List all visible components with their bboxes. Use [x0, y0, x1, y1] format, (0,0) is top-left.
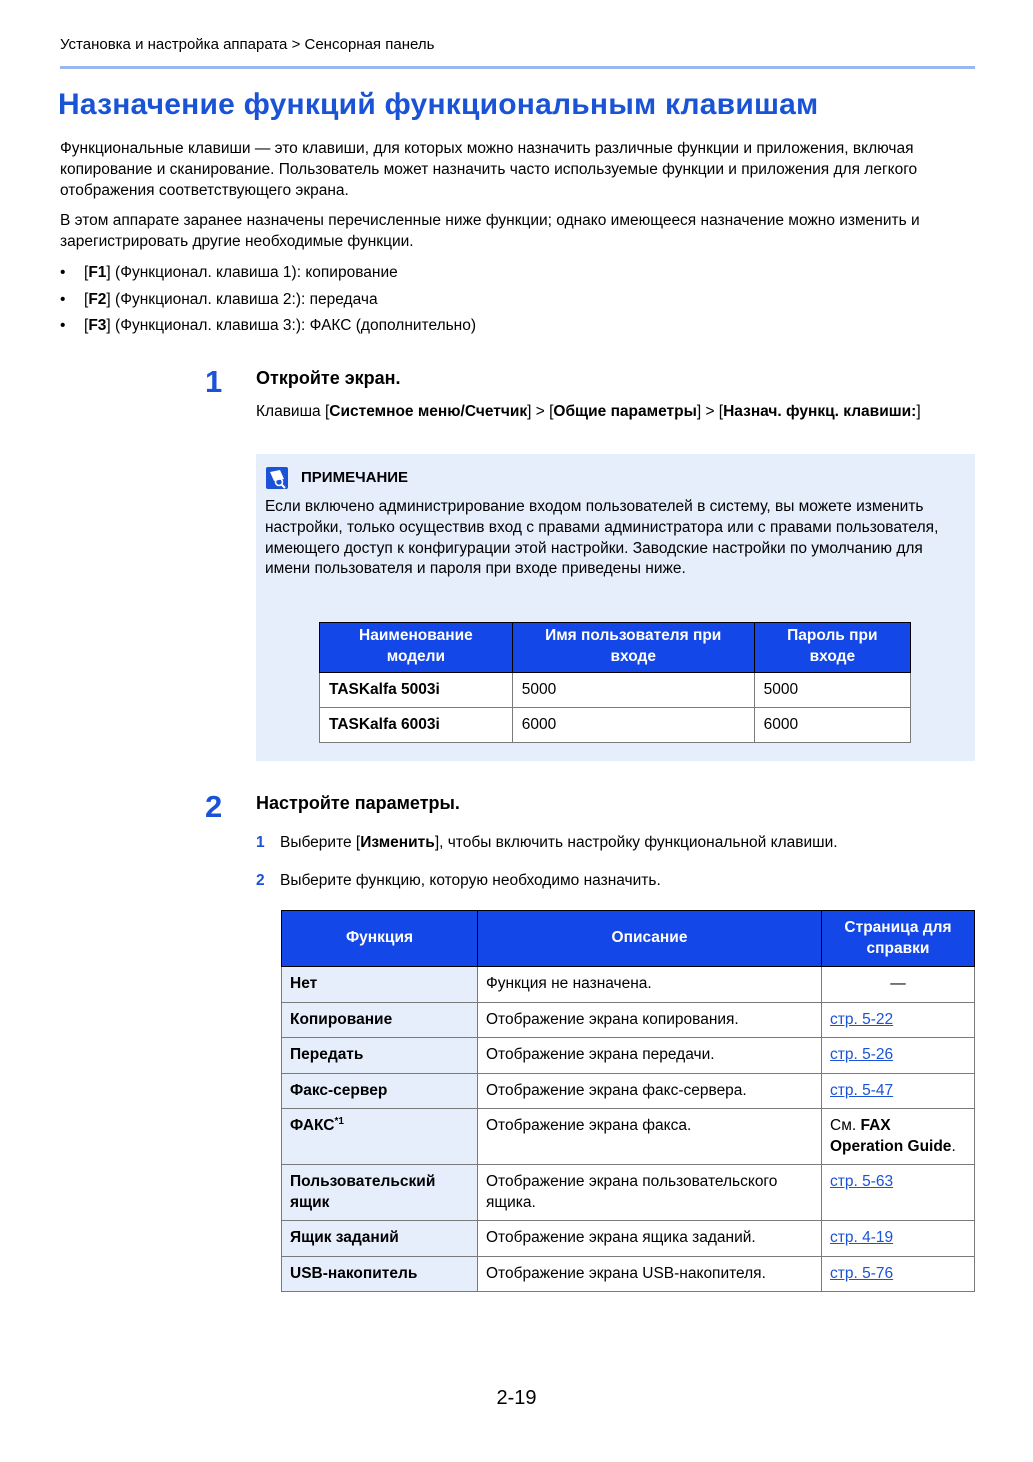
function-name: Факс-сервер — [282, 1073, 478, 1109]
table-row — [320, 673, 911, 708]
intro-paragraph-1: Функциональные клавиши — это клавиши, для которых можно назначить различные функции и приложения, включая копирование и сканирование. Пользователь может назначить часто используемые функции и приложения для легкого отображения соответствующего экрана. — [60, 140, 918, 199]
column-header: Функция — [282, 911, 478, 967]
table-row — [282, 1221, 975, 1257]
reference-cell — [822, 1256, 975, 1292]
table-header-row — [282, 911, 975, 967]
page-reference-link[interactable]: стр. 5-63 — [830, 1173, 894, 1190]
table-cell: TASKalfa 6003i — [320, 708, 513, 743]
step-1-menu-path: Клавиша [Системное меню/Счетчик] > [Общие параметры] > [Назнач. функц. клавиши:] — [256, 403, 921, 420]
table-row — [320, 708, 911, 743]
function-description: Отображение экрана USB-накопителя. — [478, 1256, 822, 1292]
page-reference-link[interactable]: стр. 5-76 — [830, 1264, 894, 1282]
function-description: Отображение экрана пользовательского ящика. — [478, 1165, 822, 1221]
function-description: Отображение экрана ящика заданий. — [478, 1221, 822, 1257]
note-text: Если включено администрирование входом пользователей в систему, вы можете изменить настройки, только осуществив вход с правами администратора или с правами пользователя, имеющего доступ к конфигурации этой настройки. Заводские настройки по умолчанию для имени пользователя и пароля при входе приведены ниже. — [265, 498, 939, 578]
table-cell: TASKalfa 5003i — [320, 673, 513, 708]
table-header-row — [320, 623, 911, 673]
function-description: Функция не назначена. — [478, 967, 822, 1003]
column-header: Имя пользователя при входе — [512, 623, 754, 673]
footnote-marker: *1 — [334, 1115, 344, 1127]
list-item: • [F1] (Функционал. клавиша 1): копирование — [60, 264, 398, 281]
table-row — [282, 1256, 975, 1292]
function-name: USB-накопитель — [282, 1256, 478, 1292]
substep-1: 1 Выберите [Изменить], чтобы включить настройку функциональной клавиши. — [256, 834, 838, 851]
breadcrumb: Установка и настройка аппарата > Сенсорная панель — [60, 36, 435, 53]
reference-cell — [822, 1165, 975, 1221]
function-name: Пользовательский ящик — [282, 1165, 478, 1221]
reference-cell — [822, 1073, 975, 1109]
step-2-title: Настройте параметры. — [256, 793, 460, 813]
step-2-number: 2 — [205, 789, 223, 824]
function-name: Нет — [282, 967, 478, 1003]
function-name: Копирование — [282, 1002, 478, 1038]
column-header: Пароль при входе — [754, 623, 910, 673]
substep-2: 2 Выберите функцию, которую необходимо назначить. — [256, 872, 661, 889]
note-icon — [266, 467, 288, 489]
page-reference-link[interactable]: стр. 5-47 — [830, 1081, 894, 1099]
table-row — [282, 1038, 975, 1074]
table-cell: 6000 — [754, 708, 910, 743]
table-row — [282, 967, 975, 1003]
page-reference-link[interactable]: стр. 4-19 — [830, 1229, 894, 1246]
header-divider — [60, 66, 975, 69]
table-cell: 5000 — [754, 673, 910, 708]
step-1-number: 1 — [205, 364, 223, 399]
reference-cell — [822, 1221, 975, 1257]
function-description: Отображение экрана передачи. — [478, 1038, 822, 1074]
column-header: Наименование модели — [320, 623, 513, 673]
page-reference-link[interactable]: стр. 5-22 — [830, 1010, 894, 1028]
function-description: Отображение экрана факс-сервера. — [478, 1073, 822, 1109]
table-cell: 5000 — [512, 673, 754, 708]
note-box — [256, 454, 975, 761]
reference-cell: — — [822, 967, 975, 1003]
intro-paragraph-2: В этом аппарате заранее назначены перечисленные ниже функции; однако имеющееся назначение можно изменить и зарегистрировать другие необходимые функции. — [60, 212, 920, 250]
reference-cell — [822, 1002, 975, 1038]
column-header: Описание — [478, 911, 822, 967]
table-row — [282, 1109, 975, 1165]
step-1-title: Откройте экран. — [256, 368, 401, 388]
table-row — [282, 1073, 975, 1109]
page-reference-link[interactable]: стр. 5-26 — [830, 1046, 894, 1063]
login-defaults-table — [319, 622, 911, 743]
page-title: Назначение функций функциональным клавишам — [58, 88, 819, 121]
reference-cell — [822, 1038, 975, 1074]
functions-table — [281, 910, 975, 1292]
list-item: • [F3] (Функционал. клавиша 3:): ФАКС (дополнительно) — [60, 317, 477, 334]
function-description: Отображение экрана факса. — [478, 1109, 822, 1165]
table-cell: 6000 — [512, 708, 754, 743]
function-name: Передать — [282, 1038, 478, 1074]
table-row — [282, 1165, 975, 1221]
function-name: ФАКС$^{*1}$ — [282, 1109, 478, 1165]
function-description: Отображение экрана копирования. — [478, 1002, 822, 1038]
reference-cell: См. FAX Operation Guide. — [822, 1109, 975, 1165]
default-assignments-list — [60, 262, 476, 342]
function-name: Ящик заданий — [282, 1221, 478, 1257]
table-row — [282, 1002, 975, 1038]
page-number: 2-19 — [496, 1387, 537, 1409]
column-header: Страница для справки — [822, 911, 975, 967]
list-item: • [F2] (Функционал. клавиша 2:): передача — [60, 290, 378, 308]
note-heading: ПРИМЕЧАНИЕ — [301, 469, 409, 486]
